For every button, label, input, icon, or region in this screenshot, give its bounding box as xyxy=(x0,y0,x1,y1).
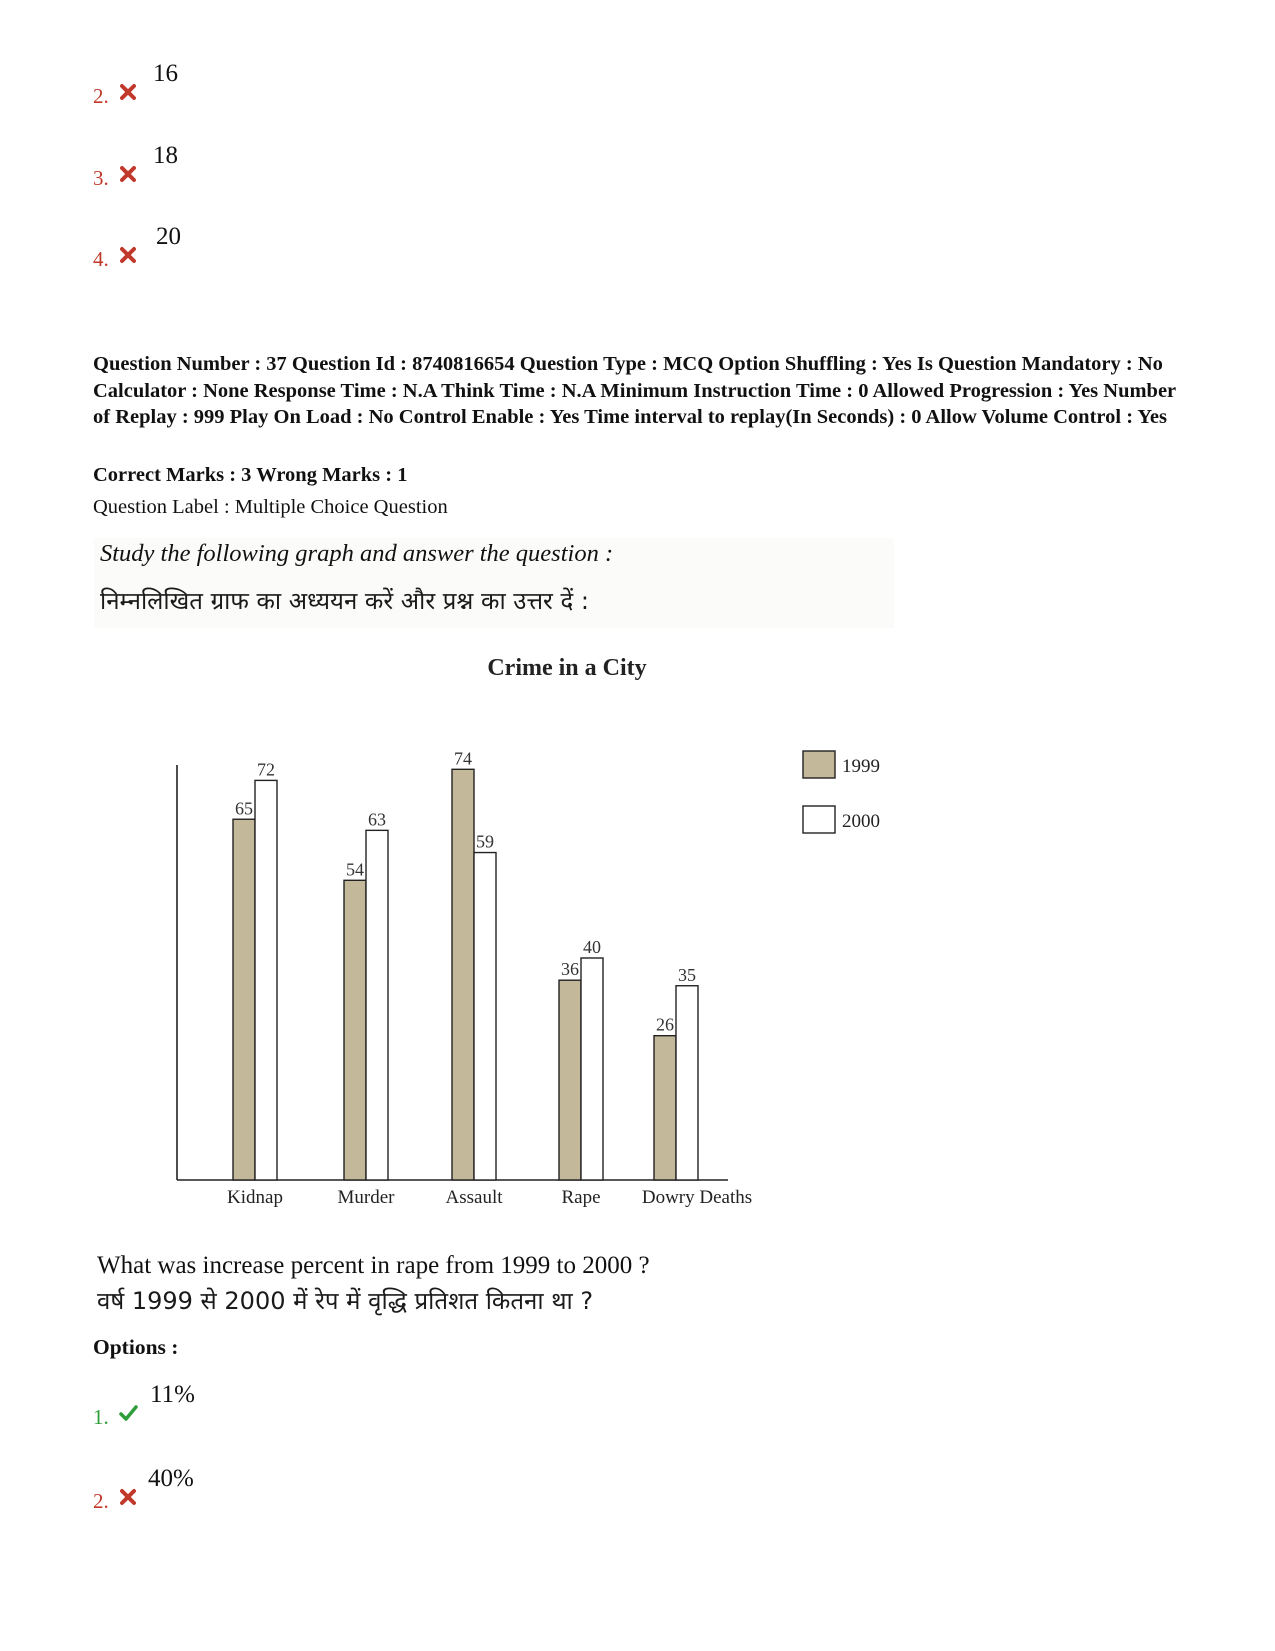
bar-2000-murder xyxy=(366,830,388,1180)
bar-1999-rape xyxy=(559,980,581,1180)
data-label: 36 xyxy=(561,959,579,980)
chart-title: Crime in a City xyxy=(487,655,647,681)
data-label: 74 xyxy=(454,748,472,769)
legend-label-1999: 1999 xyxy=(842,756,880,777)
option-number: 4. xyxy=(93,247,109,271)
option-value: 11% xyxy=(150,1381,195,1408)
instruction-english: Study the following graph and answer the question : xyxy=(100,540,614,567)
instruction-hindi: निम्नलिखित ग्राफ का अध्ययन करें और प्रश्न का उत्तर दें : xyxy=(100,587,589,615)
bar-2000-assault xyxy=(474,853,496,1180)
bar-2000-rape xyxy=(581,958,603,1180)
option-number: 1. xyxy=(93,1405,109,1429)
checkmark-icon xyxy=(118,1403,138,1423)
options-heading: Options : xyxy=(93,1335,179,1359)
category-label: Kidnap xyxy=(227,1187,283,1208)
bar-1999-kidnap xyxy=(233,819,255,1180)
bar-1999-murder xyxy=(344,880,366,1180)
bar-2000-dowry-deaths xyxy=(676,986,698,1180)
category-label: Rape xyxy=(561,1187,601,1208)
question-metadata: Question Number : 37 Question Id : 8740816654 Question Type : MCQ Option Shuffling : Yes Is Question Mandatory : No Calculator : None Response Time : N.A Think Time : N.A Minimum Instruction Time : 0 Allowed Progression : Yes Number of Replay : 999 Play On Load : No Control Enable : Yes Time interval to replay(In Seconds) : 0 Allow Volume Control : Yes xyxy=(93,353,1176,428)
option-number: 2. xyxy=(93,84,109,108)
option-value: 40% xyxy=(148,1465,194,1492)
data-label: 72 xyxy=(257,759,275,780)
bar-2000-kidnap xyxy=(255,780,277,1180)
legend-swatch-2000 xyxy=(803,806,835,833)
option-value: 18 xyxy=(153,142,178,169)
question-hindi: वर्ष 1999 से 2000 में रेप में वृद्धि प्रतिशत कितना था ? xyxy=(97,1287,594,1315)
data-label: 59 xyxy=(476,831,494,852)
bar-1999-assault xyxy=(452,769,474,1180)
data-label: 54 xyxy=(346,859,364,880)
bar-1999-dowry-deaths xyxy=(654,1036,676,1180)
data-label: 65 xyxy=(235,798,253,819)
option-number: 2. xyxy=(93,1489,109,1513)
data-label: 26 xyxy=(656,1014,674,1035)
cross-icon xyxy=(118,1487,138,1507)
option-number: 3. xyxy=(93,166,109,190)
legend-label-2000: 2000 xyxy=(842,811,880,832)
option-value: 20 xyxy=(156,223,181,250)
question-label: Question Label : Multiple Choice Question xyxy=(93,496,448,518)
category-label: Dowry Deaths xyxy=(641,1187,753,1208)
category-label: Murder xyxy=(337,1187,395,1208)
option-value: 16 xyxy=(153,60,178,87)
data-label: 40 xyxy=(583,937,601,957)
category-label: Assault xyxy=(445,1187,503,1208)
legend-swatch-1999 xyxy=(803,751,835,778)
question-english: What was increase percent in rape from 1999 to 2000 ? xyxy=(97,1252,650,1279)
question-marks: Correct Marks : 3 Wrong Marks : 1 xyxy=(93,464,408,486)
data-label: 63 xyxy=(368,809,386,830)
data-label: 35 xyxy=(678,964,696,985)
